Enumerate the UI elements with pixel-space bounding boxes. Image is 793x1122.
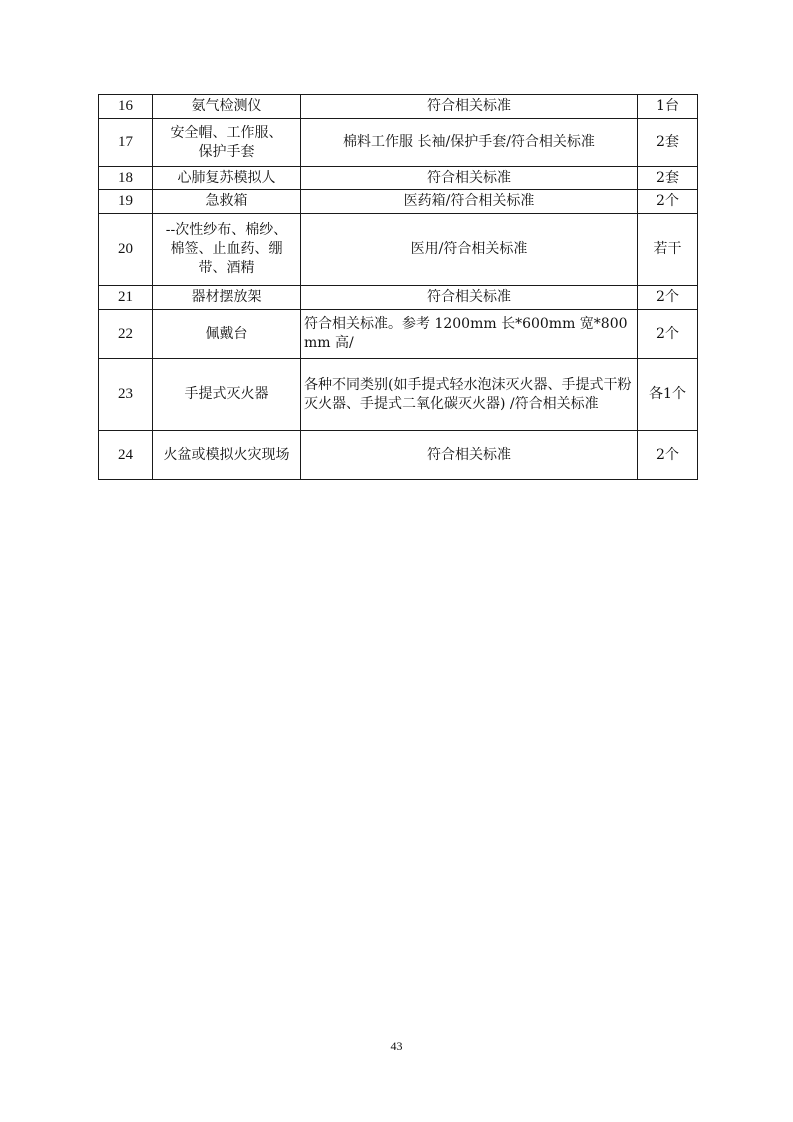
row-number: 18 (99, 167, 153, 190)
item-spec: 符合相关标准 (301, 286, 638, 310)
item-quantity: 2套 (638, 167, 698, 190)
item-name: 佩戴台 (153, 310, 301, 359)
item-name: 火盆或模拟火灾现场 (153, 431, 301, 480)
item-quantity: 2个 (638, 286, 698, 310)
table-row (99, 119, 698, 167)
item-spec: 医用/符合相关标准 (301, 214, 638, 286)
equipment-table (98, 94, 698, 480)
row-number: 20 (99, 214, 153, 286)
item-quantity: 各1个 (638, 359, 698, 431)
row-number: 23 (99, 359, 153, 431)
item-quantity: 2个 (638, 310, 698, 359)
row-number: 17 (99, 119, 153, 167)
item-spec: 符合相关标准 (301, 95, 638, 119)
item-quantity: 2个 (638, 190, 698, 214)
row-number: 19 (99, 190, 153, 214)
table-row (99, 286, 698, 310)
item-spec: 符合相关标准 (301, 167, 638, 190)
row-number: 22 (99, 310, 153, 359)
item-name: 安全帽、工作服、保护手套 (153, 119, 301, 167)
page-number: 43 (390, 1039, 403, 1053)
row-number: 24 (99, 431, 153, 480)
item-name: 急救箱 (153, 190, 301, 214)
item-quantity: 若干 (638, 214, 698, 286)
item-name: 心肺复苏模拟人 (153, 167, 301, 190)
item-name: 手提式灭火器 (153, 359, 301, 431)
table-row (99, 359, 698, 431)
table-row (99, 310, 698, 359)
item-spec: 医药箱/符合相关标准 (301, 190, 638, 214)
table-row (99, 95, 698, 119)
table-row (99, 190, 698, 214)
table-row (99, 214, 698, 286)
item-quantity: 1台 (638, 95, 698, 119)
table-row (99, 167, 698, 190)
item-quantity: 2套 (638, 119, 698, 167)
row-number: 16 (99, 95, 153, 119)
item-name: 器材摆放架 (153, 286, 301, 310)
item-name: --次性纱布、棉纱、棉签、止血药、绷带、酒精 (153, 214, 301, 286)
item-spec: 符合相关标准 (301, 431, 638, 480)
row-number: 21 (99, 286, 153, 310)
item-spec: 各种不同类别(如手提式轻水泡沫灭火器、手提式干粉灭火器、手提式二氧化碳灭火器) /符合相关标准 (301, 359, 638, 431)
item-spec: 棉料工作服 长袖/保护手套/符合相关标准 (301, 119, 638, 167)
item-spec: 符合相关标准。参考 1200mm 长*600mm 宽*800mm 高/ (301, 310, 638, 359)
item-quantity: 2个 (638, 431, 698, 480)
table-row (99, 431, 698, 480)
item-name: 氨气检测仪 (153, 95, 301, 119)
